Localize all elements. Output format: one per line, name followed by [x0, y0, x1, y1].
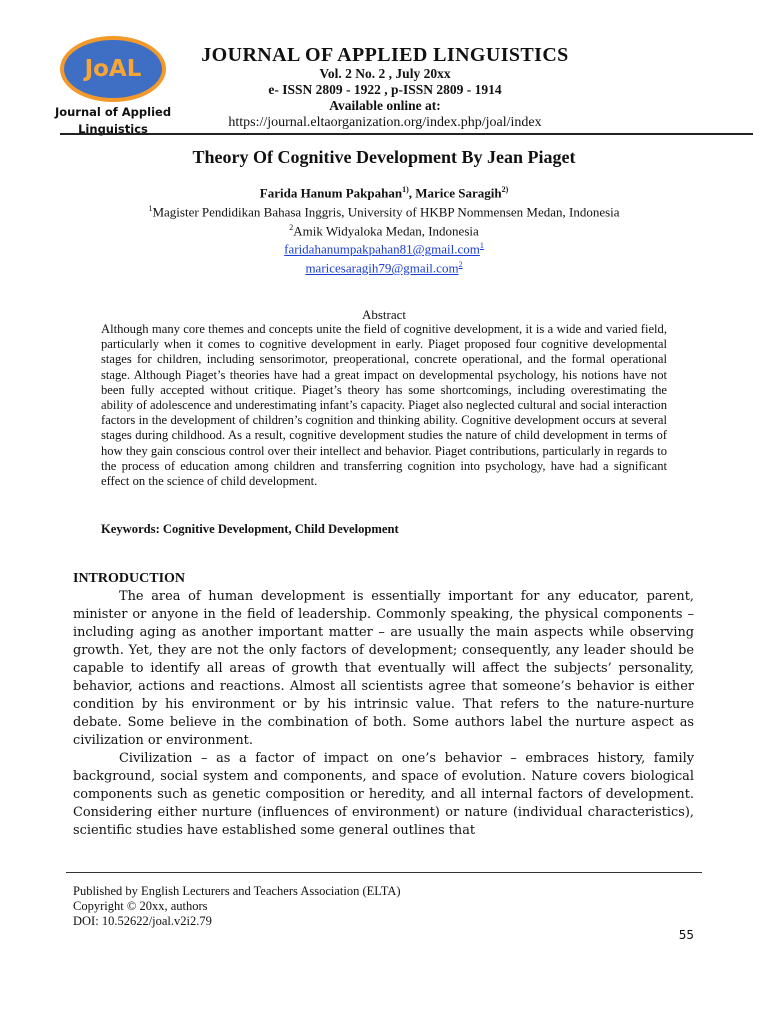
journal-volume: Vol. 2 No. 2 , July 20xx: [319, 66, 451, 81]
journal-header: [180, 44, 590, 131]
introduction-body: [73, 588, 694, 840]
email-1-sup: 1: [479, 241, 484, 251]
abstract-heading: Abstract: [361, 307, 407, 322]
logo-caption-line1: Journal of Applied: [54, 105, 172, 119]
affiliation-1-text: Magister Pendidikan Bahasa Inggris, University of HKBP Nommensen Medan, Indonesia: [152, 204, 620, 220]
header-divider: [60, 133, 753, 135]
logo-caption-line2: Linguistics: [78, 122, 148, 136]
affiliation-2-text: Amik Widyaloka Medan, Indonesia: [293, 222, 479, 238]
email-2-sup: 2: [458, 260, 463, 270]
keywords: Keywords: Cognitive Development, Child Development: [101, 522, 399, 536]
author-names: [0, 182, 768, 201]
journal-issn: e- ISSN 2809 - 1922 , p-ISSN 2809 - 1914: [268, 82, 502, 97]
footer: [73, 884, 401, 929]
author-2-sup: 2): [501, 185, 509, 194]
footer-copyright: Copyright © 20xx, authors: [73, 899, 208, 913]
author-separator: ,: [408, 185, 416, 201]
affiliation-1: [0, 201, 768, 220]
introduction-heading: INTRODUCTION: [73, 571, 186, 586]
affiliation-1-sup: 1: [148, 203, 153, 213]
journal-logo: [60, 36, 166, 102]
page-number: 55: [678, 928, 694, 942]
author-1: Farida Hanum Pakpahan: [259, 185, 403, 201]
journal-title: JOURNAL OF APPLIED LINGUISTICS: [201, 44, 569, 66]
email-1-link[interactable]: faridahanumpakpahan81@gmail.com: [284, 241, 480, 257]
author-2: Marice Saragih: [415, 185, 502, 201]
email-2-row: [0, 257, 768, 276]
paper-title: Theory Of Cognitive Development By Jean Piaget: [192, 147, 576, 167]
journal-available: Available online at:: [329, 98, 441, 113]
author-1-sup: 1): [402, 185, 409, 194]
logo-text: JoAL: [84, 56, 142, 82]
affiliation-2: [0, 220, 768, 239]
footer-publisher: Published by English Lecturers and Teachers Association (ELTA): [73, 884, 401, 898]
email-2-link[interactable]: maricesaragih79@gmail.com: [305, 260, 459, 276]
introduction-paragraph-2: Civilization – as a factor of impact on one’s behavior – embraces history, family background, social system and components, and space of evolution. Nature covers biological components such as genetic composition or heredity, and all internal factors of development. Considering either nurture (influences of environment) or nature (individual characteristics), scientific studies have established some general outlines that: [73, 751, 694, 838]
email-1-row: [0, 238, 768, 257]
footer-divider: [66, 872, 702, 873]
introduction-paragraph-1: The area of human development is essentially important for any educator, parent, minister or anyone in the field of leadership. Commonly speaking, the physical components – including aging as another important matter – are usually the main aspects while observing growth. Yet, they are not the only factors of development; consequently, any leader should be capable to identify all areas of growth that eventually will affect the subjects’ personality, behavior, actions and reactions. Almost all scientists agree that someone’s behavior is either condition by his environment or by his intrinsic value. That refers to the nature-nurture debate. Some believe in the combination of both. Some authors label the nurture aspect as civilization or environment.: [73, 589, 694, 748]
footer-doi: DOI: 10.52622/joal.v2i2.79: [73, 914, 212, 928]
journal-url-link[interactable]: https://journal.eltaorganization.org/index.php/joal/index: [228, 115, 542, 130]
authors-block: [0, 182, 768, 276]
journal-logo-block: [38, 36, 188, 138]
affiliation-2-sup: 2: [289, 222, 294, 232]
abstract-text: Although many core themes and concepts unite the field of cognitive development, it is a wide and varied field, particularly when it comes to cognitive development in early. Piaget proposed four cognitive developmental stages for children, including sensorimotor, preoperational, concrete operational, and the formal operational stage. Although Piaget’s theories have had a great impact on developmental psychology, his notions have not been fully accepted without critique. Piaget’s theory has some shortcomings, including overestimating the ability of adolescence and underestimating infant’s capacity. Piaget also neglected cultural and social interaction factors in the development of children’s cognition and thinking ability. Cognitive development occurs at several stages during childhood. As a result, cognitive development studies the nature of child development in terms of how they gain conscious control over their intellect and behavior. Piaget contributions, particularly in regards to the process of education among children and transferring cognition into psychology, have had a significant effect on the science of child development.: [101, 322, 667, 489]
